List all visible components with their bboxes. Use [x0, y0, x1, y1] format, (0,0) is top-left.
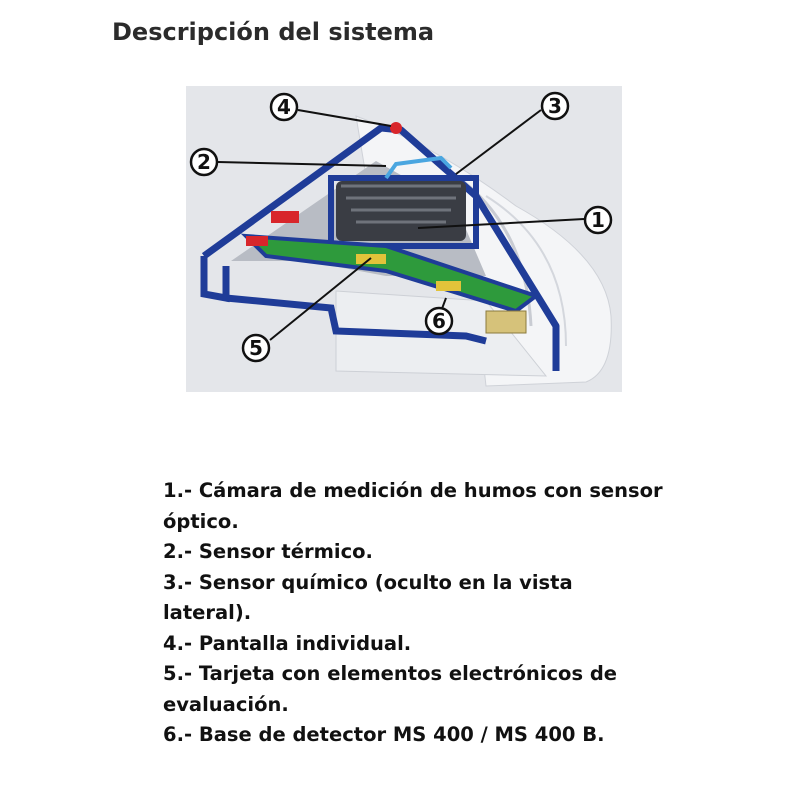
legend-item: 2.- Sensor térmico.: [163, 540, 373, 563]
callout-1: [585, 207, 611, 233]
red-component: [246, 236, 268, 246]
detector-cutaway-diagram: [186, 86, 622, 392]
display-led: [390, 122, 402, 134]
red-component: [271, 211, 299, 223]
svg-text:6: 6: [432, 309, 446, 333]
callout-5: [243, 335, 269, 361]
base-contact: [486, 311, 526, 333]
svg-text:1: 1: [591, 208, 605, 232]
callout-2: [191, 149, 217, 175]
svg-text:2: 2: [197, 150, 211, 174]
board-component: [436, 281, 461, 291]
svg-text:4: 4: [277, 95, 291, 119]
callout-6: [426, 308, 452, 334]
legend-item: 1.- Cámara de medición de humos con sensor óptico.: [163, 479, 663, 533]
svg-text:3: 3: [548, 94, 562, 118]
svg-text:5: 5: [249, 336, 263, 360]
housing-left-wall: [204, 256, 226, 298]
legend-item: 3.- Sensor químico (oculto en la vista lateral).: [163, 570, 573, 624]
legend-item: 6.- Base de detector MS 400 / MS 400 B.: [163, 723, 605, 746]
page-title: Descripción del sistema: [112, 18, 435, 46]
callout-4: [271, 94, 297, 120]
component-legend: [163, 476, 663, 751]
legend-item: 5.- Tarjeta con elementos electrónicos de evaluación.: [163, 662, 618, 716]
callout-3: [542, 93, 568, 119]
legend-item: 4.- Pantalla individual.: [163, 631, 412, 655]
